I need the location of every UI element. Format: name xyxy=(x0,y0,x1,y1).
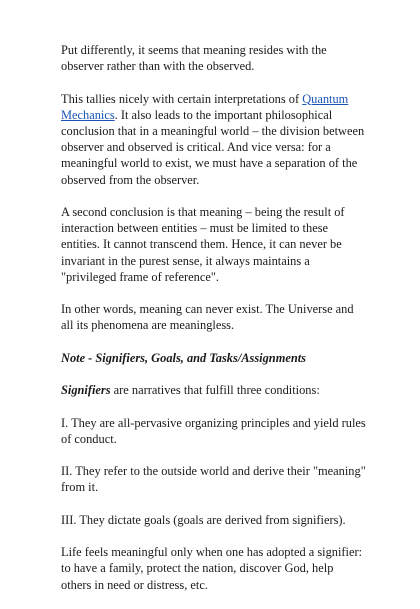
signifiers-term: Signifiers xyxy=(61,383,111,398)
paragraph-quantum-text-end: . It also leads to the important philosophical conclusion that in a meaningful world – the division between observer and observed is critical. And vice versa: for a meaningful world to exist, we must have a separation of the observed from the observer. xyxy=(61,107,365,187)
condition-item-1: I. They are all-pervasive organizing principles and yield rules of conduct. xyxy=(61,415,366,446)
condition-item-3: III. They dictate goals (goals are derived from signifiers). xyxy=(61,512,346,527)
paragraph-quantum xyxy=(61,91,366,188)
signifiers-definition: are narratives that fulfill three conditions: xyxy=(110,383,320,398)
paragraph-second-conclusion: A second conclusion is that meaning – being the result of interaction between entities – must be limited to these entities. It cannot transcend them. Hence, it can never be invariant in the purest sense, it always maintains a "privileged frame of reference". xyxy=(61,205,345,284)
paragraph-signifiers xyxy=(61,382,366,398)
condition-item-2: II. They refer to the outside world and derive their "meaning" from it. xyxy=(61,464,366,495)
paragraph-quantum-text-start: This tallies nicely with certain interpretations of xyxy=(61,91,303,106)
paragraph-observer: Put differently, it seems that meaning resides with the observer rather than with the observed. xyxy=(61,43,327,74)
paragraph-meaningless: In other words, meaning can never exist. The Universe and all its phenomena are meaningless. xyxy=(61,302,354,333)
document-page xyxy=(61,42,366,609)
note-heading: Note - Signifiers, Goals, and Tasks/Assignments xyxy=(61,350,306,365)
paragraph-life-meaningful: Life feels meaningful only when one has adopted a signifier: to have a family, protect the nation, discover God, help others in need or distress, etc. xyxy=(61,545,363,592)
quantum-mechanics-link[interactable]: Quantum Mechanics xyxy=(61,91,349,122)
